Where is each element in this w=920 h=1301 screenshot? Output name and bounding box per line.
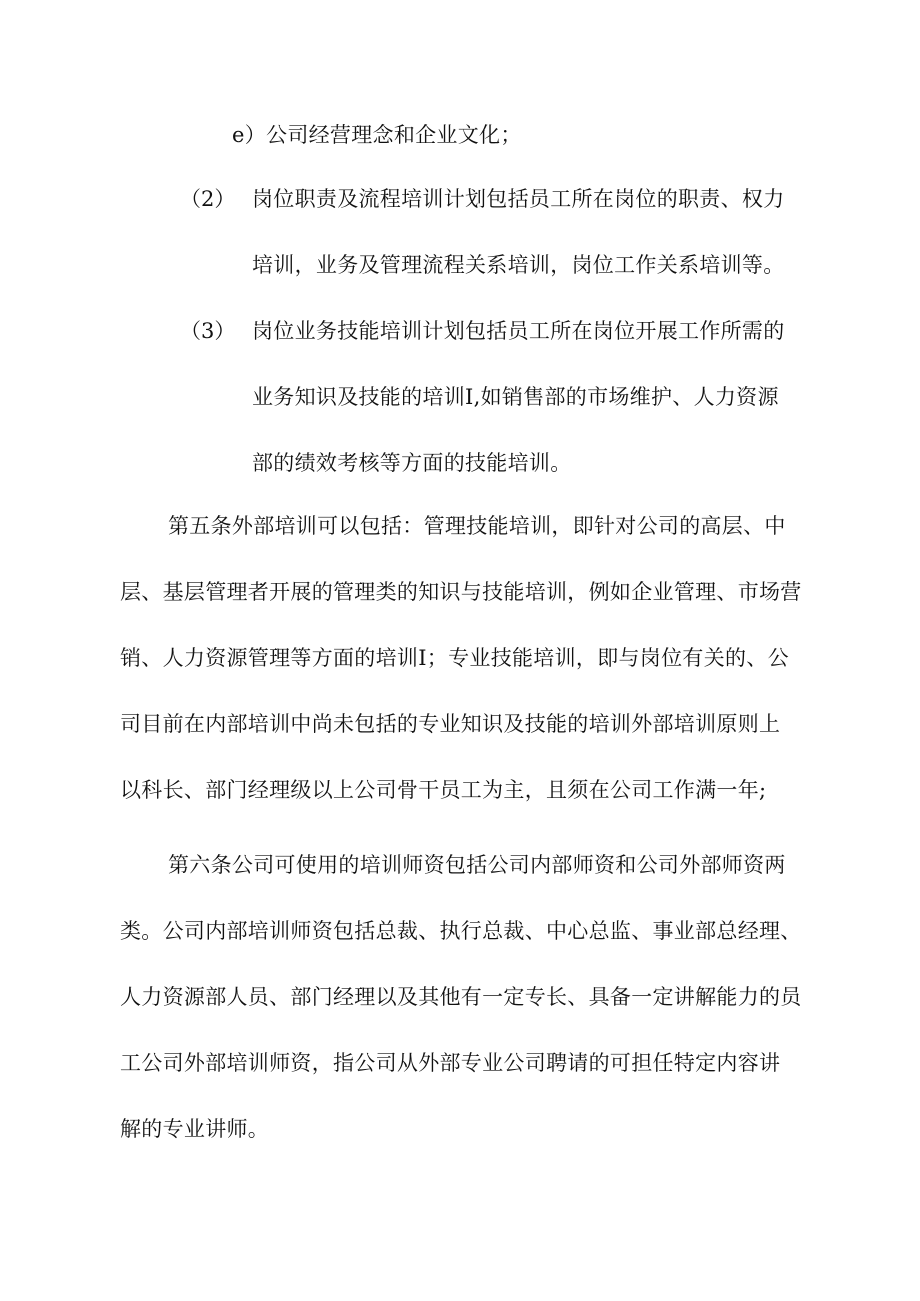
- article-5-line-1: 第五条外部培训可以包括：管理技能培训，即针对公司的高层、中: [168, 514, 786, 538]
- item-3-number: （3）: [180, 319, 236, 343]
- article-5-line-2: 层、基层管理者开展的管理类的知识与技能培训，例如企业管理、市场营: [120, 580, 802, 604]
- item-3-line-3: 部的绩效考核等方面的技能培训。: [252, 451, 572, 475]
- article-5-line-3: 销、人力资源管理等方面的培训Ⅰ；专业技能培训，即与岗位有关的、公: [120, 646, 789, 670]
- article-6-line-1: 第六条公司可使用的培训师资包括公司内部师资和公司外部师资两: [168, 853, 786, 877]
- article-5-line-4: 司目前在内部培训中尚未包括的专业知识及技能的培训外部培训原则上: [120, 712, 781, 736]
- article-6-line-5: 解的专业讲师。: [120, 1117, 270, 1141]
- item-3-line-1: 岗位业务技能培训计划包括员工所在岗位开展工作所需的: [252, 319, 785, 343]
- article-5-line-5: 以科长、部门经理级以上公司骨干员工为主，且须在公司工作满一年;: [120, 778, 767, 802]
- article-6-line-2: 类。公司内部培训师资包括总裁、执行总裁、中心总监、事业部总经理、: [120, 919, 802, 943]
- article-6-line-4: 工公司外部培训师资，指公司从外部专业公司聘请的可担任特定内容讲: [120, 1051, 781, 1075]
- item-2-line-1: 岗位职责及流程培训计划包括员工所在岗位的职责、权力: [252, 187, 785, 211]
- item-3-line-2: 业务知识及技能的培训Ⅰ,如销售部的市场维护、人力资源: [252, 385, 779, 409]
- item-e-text: e）公司经营理念和企业文化；: [232, 123, 522, 147]
- item-2-line-2: 培训，业务及管理流程关系培训，岗位工作关系培训等。: [252, 253, 785, 277]
- item-2-number: （2）: [180, 187, 236, 211]
- article-6-line-3: 人力资源部人员、部门经理以及其他有一定专长、具备一定讲解能力的员: [120, 985, 802, 1009]
